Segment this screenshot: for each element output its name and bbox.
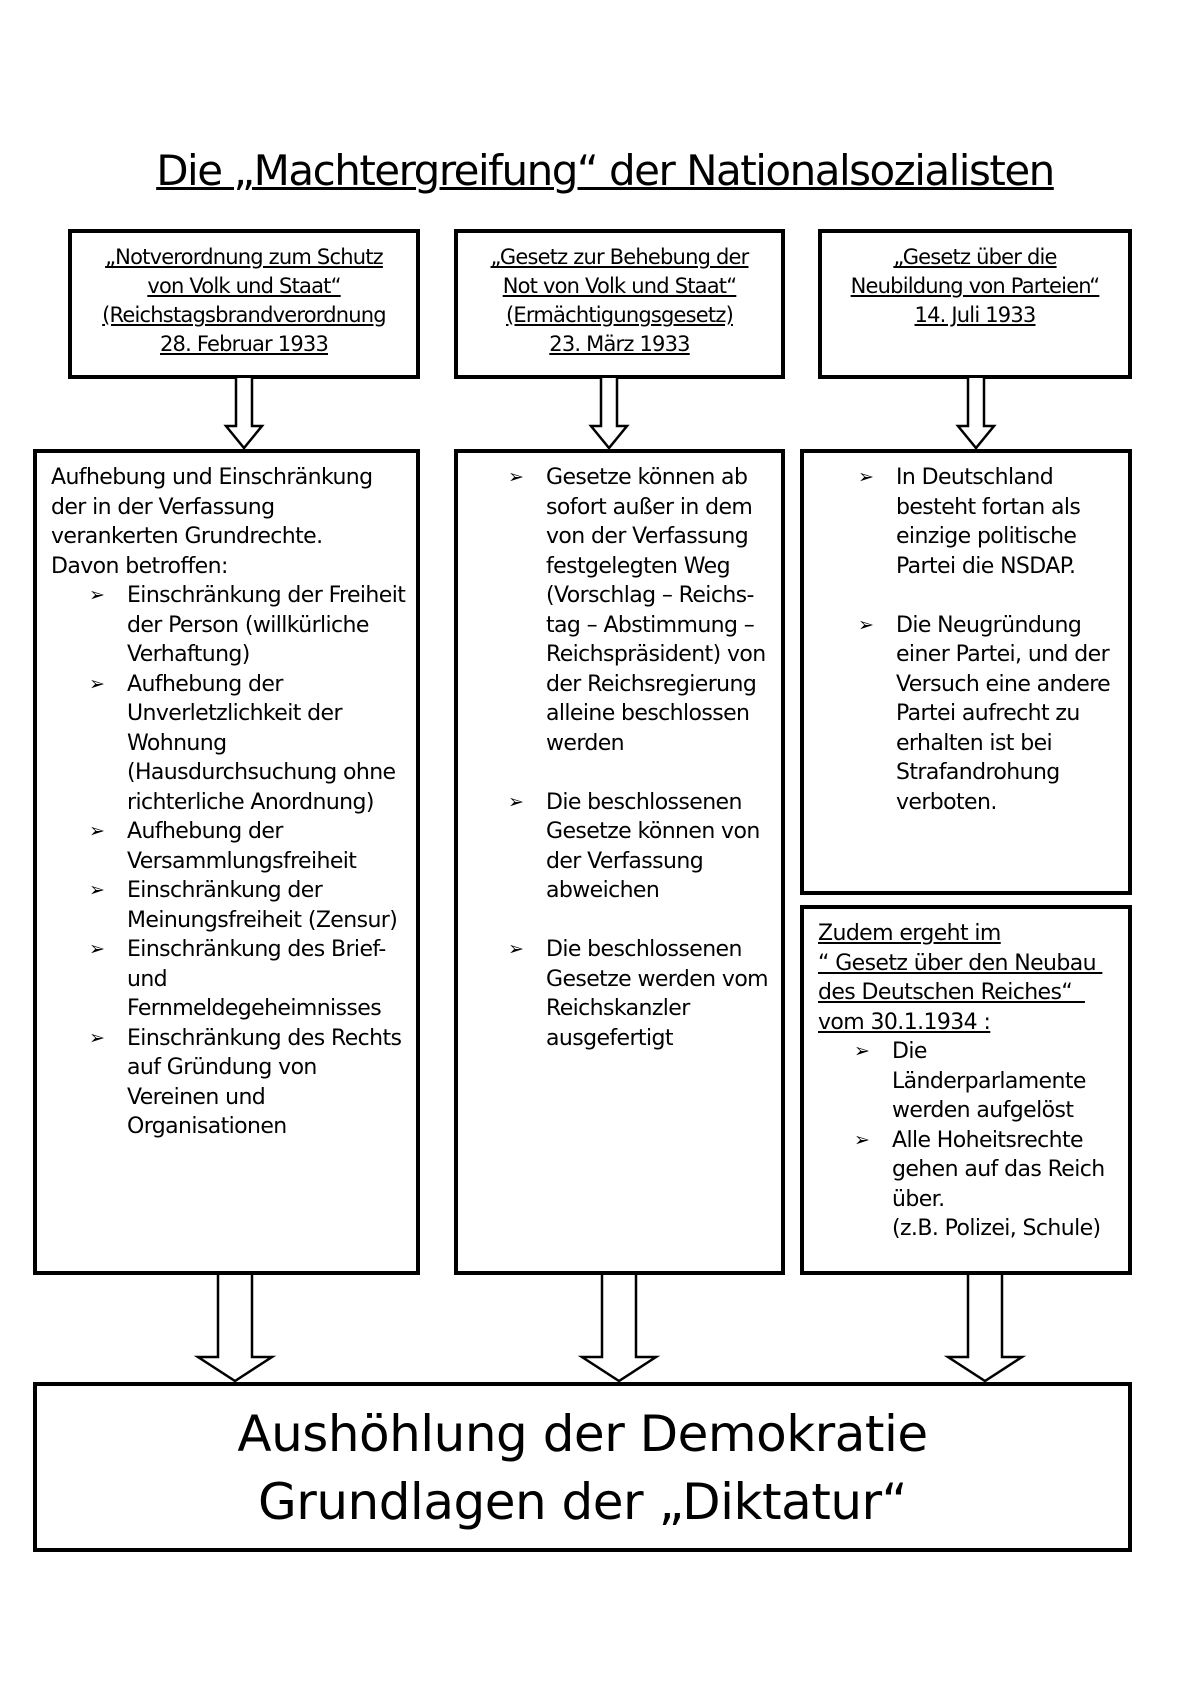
law-box-parteien [818,229,1132,379]
law-box-reichstagsbrandverordnung [68,229,420,379]
effects-box-gesetzgebung [454,449,785,1275]
neubau-heading-line: Zudem ergeht im [818,921,1001,946]
law-date: 28. Februar 1933 [159,332,329,356]
law-line: Neubildung von Parteien“ [850,274,1100,298]
down-arrow-icon [956,378,996,450]
law-line: (Reichstagsbrandverordnung [102,303,386,327]
law-line: Not von Volk und Staat“ [502,274,737,298]
list-item: ➢ Die Länderparlamente werden aufgelöst [854,1037,1118,1126]
conclusion-box [33,1382,1132,1552]
law-date: 23. März 1933 [549,332,690,356]
effects-box-neubau [800,905,1132,1275]
list-item: ➢ Alle Hoheitsrechte gehen auf das Reich über. [854,1126,1118,1215]
neubau-note: (z.B. Polizei, Schule) [892,1216,1101,1241]
effects-intro: Aufhebung und Einschränkung der in der Verfassung verankerten Grundrechte. [51,465,373,549]
list-item: ➢ Einschränkung der Freiheit der Person (willkürliche Verhaftung) [89,581,406,670]
list-item: ➢ Aufhebung der Unverletzlichkeit der Wohnung (Hausdurchsuchung ohne richterliche Anordnung) [89,670,406,818]
list-item: ➢ Aufhebung der Versammlungsfreiheit [89,817,406,876]
list-item: ➢ Einschränkung des Rechts auf Gründung von Vereinen und Organisationen [89,1024,406,1142]
effects-list [508,463,771,1053]
law-line: „Gesetz zur Behebung der [490,245,749,269]
law-date: 14. Juli 1933 [914,303,1036,327]
neubau-heading-line: des Deutschen Reiches“ [818,980,1085,1005]
effects-lead: Davon betroffen: [51,553,228,579]
effects-box-parteien [800,449,1132,895]
conclusion-line: Aushöhlung der Demokratie [237,1405,928,1463]
neubau-heading-line: “ Gesetz über den Neubau [818,950,1103,976]
down-arrow-icon [589,378,629,450]
list-item: ➢ Einschränkung des Brief- und Fernmeldegeheimnisses [89,935,406,1024]
neubau-heading-line: vom 30.1.1934 : [818,1009,991,1035]
list-item: ➢ Die beschlossenen Gesetze können von der Verfassung abweichen [508,788,771,906]
law-box-ermaechtigungsgesetz [454,229,785,379]
list-item: ➢ Die Neugründung einer Partei, und der Versuch eine andere Partei aufrecht zu erhalten ist bei Strafandrohung verboten. [858,611,1118,818]
law-line: „Gesetz über die [893,245,1057,269]
page-title: Die „Machtergreifung“ der Nationalsozialisten [156,146,1054,195]
effects-list [89,581,406,1142]
effects-list [858,463,1118,817]
law-line: „Notverordnung zum Schutz [105,245,383,269]
down-arrow-icon [580,1275,658,1383]
list-item: ➢ Die beschlossenen Gesetze werden vom Reichskanzler ausgefertigt [508,935,771,1053]
effects-list [854,1037,1118,1214]
down-arrow-icon [196,1275,274,1383]
law-line: (Ermächtigungsgesetz) [506,303,733,327]
list-item: ➢ Einschränkung der Meinungsfreiheit (Zensur) [89,876,406,935]
down-arrow-icon [946,1275,1024,1383]
law-line: von Volk und Staat“ [147,274,341,298]
effects-box-grundrechte [33,449,420,1275]
list-item: ➢ Gesetze können ab sofort außer in dem von der Verfassung festgelegten Weg (Vorschlag – Reichs-tag – Abstimmung – Reichspräsident) von der Reichsregierung alleine beschlossen werden [508,463,771,758]
list-item: ➢ In Deutschland besteht fortan als einzige politische Partei die NSDAP. [858,463,1118,581]
down-arrow-icon [224,378,264,450]
conclusion-line: Grundlagen der „Diktatur“ [258,1473,907,1531]
